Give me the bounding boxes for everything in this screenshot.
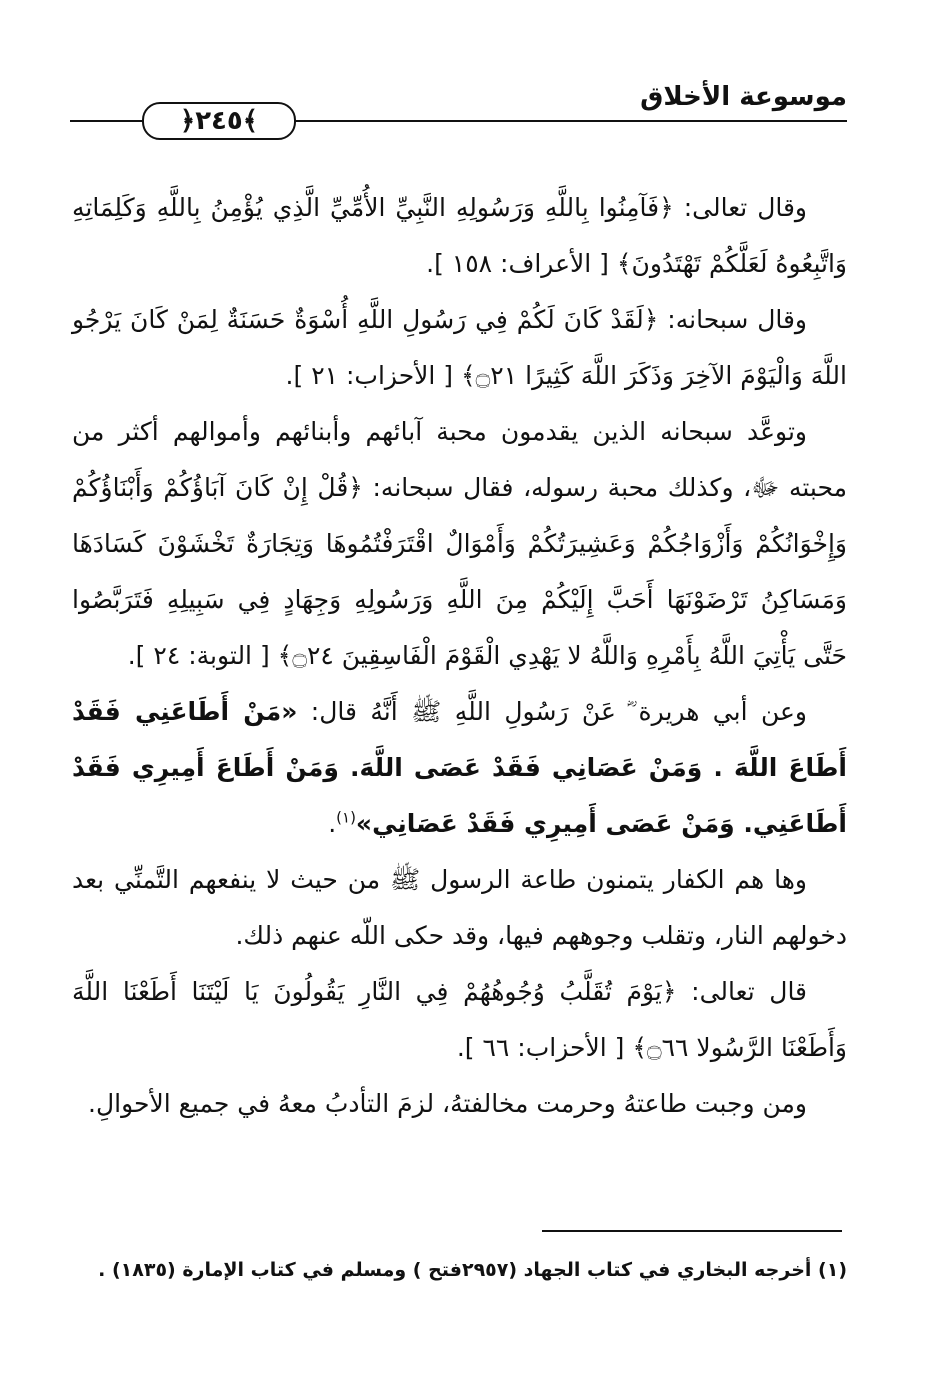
book-title: موسوعة الأخلاق [640, 82, 847, 112]
paragraph-end: . [328, 809, 337, 838]
paragraph-intro: وقال سبحانه: [658, 305, 807, 334]
verse-reference: [ الأحزاب: ٢١ ]. [285, 361, 461, 390]
paragraph-4 [72, 684, 847, 852]
paragraph-6 [72, 964, 847, 1076]
verse-reference: [ الأحزاب: ٦٦ ]. [456, 1033, 633, 1062]
paragraph-3 [72, 404, 847, 684]
verse-reference: [ الأعراف: ١٥٨ ]. [426, 249, 617, 278]
paragraph-intro: وقال تعالى: [673, 193, 807, 222]
quran-verse: ﴿لَقَدْ كَانَ لَكُمْ فِي رَسُولِ اللَّهِ أُسْوَةٌ حَسَنَةٌ لِمَنْ كَانَ يَرْجُو اللَّهَ وَالْيَوْمَ الآخِرَ وَذَكَرَ اللَّهَ كَثِيرًا ۝٢١﴾ [72, 305, 847, 390]
quran-verse: ﴿قُلْ إِنْ كَانَ آبَاؤُكُمْ وَأَبْنَاؤُكُمْ وَإِخْوَانُكُمْ وَأَزْوَاجُكُمْ وَعَشِيرَتُكُمْ وَأَمْوَالٌ اقْتَرَفْتُمُوهَا وَتِجَارَةٌ تَخْشَوْنَ كَسَادَهَا وَمَسَاكِنُ تَرْضَوْنَهَا أَحَبَّ إِلَيْكُمْ مِنَ اللَّهِ وَرَسُولِهِ وَجِهَادٍ فِي سَبِيلِهِ فَتَرَبَّصُوا حَتَّى يَأْتِيَ اللَّهُ بِأَمْرِهِ وَاللَّهُ لا يَهْدِي الْقَوْمَ الْفَاسِقِينَ ۝٢٤﴾ [72, 473, 847, 670]
paragraph-5 [72, 852, 847, 964]
paragraph-7 [72, 1076, 847, 1132]
paragraph-2 [72, 292, 847, 404]
verse-reference: [ التوبة: ٢٤ ]. [127, 641, 278, 670]
page-number: ﴿٢٤٥﴾ [142, 102, 296, 140]
paragraph-intro: ومن وجبت طاعتهُ وحرمت مخالفتهُ، لزمَ التأدبُ معهُ في جميع الأحوالِ. [88, 1089, 807, 1118]
paragraph-intro: قال تعالى: [676, 977, 808, 1006]
paragraph-1 [72, 180, 847, 292]
main-text [72, 180, 847, 1132]
footnote: (١) أخرجه البخاري في كتاب الجهاد (٢٩٥٧فتح ) ومسلم في كتاب الإمارة (١٨٣٥) . [98, 1259, 847, 1281]
footnote-marker: (١) [336, 808, 356, 827]
hadith-text: «مَنْ أَطَاعَنِي فَقَدْ أَطَاعَ اللَّهَ . وَمَنْ عَصَانِي فَقَدْ عَصَى اللَّهَ. وَمَنْ أَطَاعَ أَمِيرِي فَقَدْ أَطَاعَنِي. وَمَنْ عَصَى أَمِيرِي فَقَدْ عَصَانِي» [72, 697, 847, 838]
quran-verse: ﴿يَوْمَ تُقَلَّبُ وُجُوهُهُمْ فِي النَّارِ يَقُولُونَ يَا لَيْتَنَا أَطَعْنَا اللَّهَ وَأَطَعْنَا الرَّسُولا ۝٦٦﴾ [72, 977, 847, 1062]
footnote-separator [542, 1230, 842, 1232]
paragraph-intro: وها هم الكفار يتمنون طاعة الرسول ﷺ من حيث لا ينفعهم التَّمنِّي بعد دخولهم النار، وتقلب وجوههم فيها، وقد حكى اللّه عنهم ذلك. [72, 865, 847, 950]
quran-verse: ﴿فَآمِنُوا بِاللَّهِ وَرَسُولِهِ النَّبِيِّ الأُمِّيِّ الَّذِي يُؤْمِنُ بِاللَّهِ وَكَلِمَاتِهِ وَاتَّبِعُوهُ لَعَلَّكُمْ تَهْتَدُونَ﴾ [72, 193, 847, 278]
paragraph-intro: وتوعَّد سبحانه الذين يقدمون محبة آبائهم وأبنائهم وأموالهم أكثر من محبته ﷻ، وكذلك محبة رسوله، فقال سبحانه: [72, 417, 847, 502]
paragraph-intro: وعن أبي هريرة ؓ عَنْ رَسُولِ اللَّهِ ﷺ أَنَّهُ قال: [297, 697, 807, 726]
page-header [70, 80, 847, 136]
